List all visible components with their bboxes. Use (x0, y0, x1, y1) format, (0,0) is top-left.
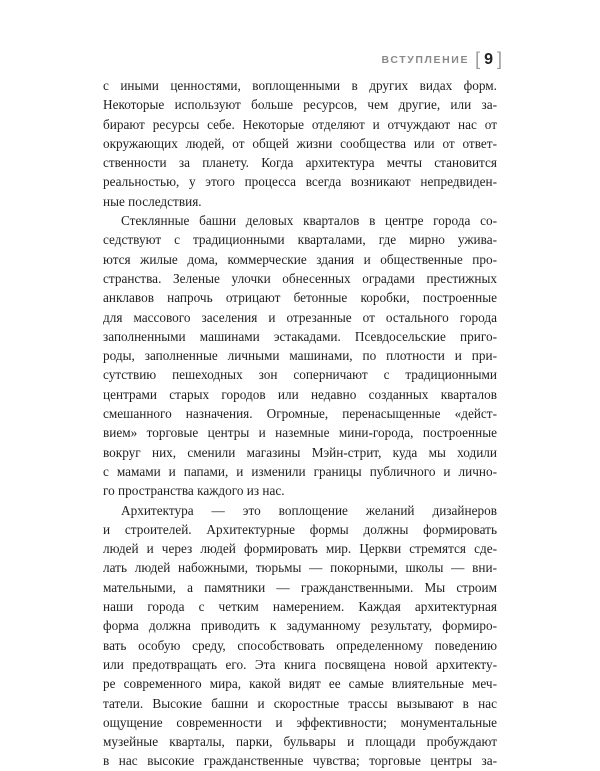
bracket-left: [ (475, 49, 481, 69)
text-line: окружающих людей, от общей жизни сообщества или от ответ- (103, 135, 497, 151)
text-line: ные последствия. (103, 193, 202, 209)
text-line: с мамами и папами, и изменили границы публичного и лично- (103, 463, 497, 479)
text-line: смешанного назначения. Огромные, перенасыщенные «дейст- (103, 406, 497, 422)
text-line: татели. Высокие башни и скоростные трассы вызывают в нас (103, 695, 497, 711)
text-line: в нас высокие гражданственные чувства; торговые центры за- (103, 753, 497, 769)
text-line: заполненными машинами эстакадами. Псевдосельские приго- (103, 328, 497, 344)
running-head (382, 50, 502, 70)
section-title: ВСТУПЛЕНИЕ (381, 54, 470, 66)
text-line: Некоторые используют больше ресурсов, чем другие, или за- (103, 97, 497, 113)
text-line: ощущение современности и эффективности; монументальные (103, 714, 497, 730)
text-line: центрами старых городов или недавно созданных кварталов (103, 386, 497, 402)
text-line: и строителей. Архитектурные формы должны формировать (103, 521, 497, 537)
text-line: ются жилые дома, коммерческие здания и общественные про- (103, 251, 497, 267)
text-line: или предотвращать его. Эта книга посвящена новой архитекту- (103, 656, 497, 672)
text-line: вать особую среду, способствовать определенному поведению (103, 637, 497, 653)
text-line: вокруг них, сменили магазины Мэйн-стрит, куда мы ходили (103, 444, 497, 460)
page-number-box (475, 49, 502, 69)
text-line: го пространства каждого из нас. (103, 483, 285, 499)
text-line: музейные кварталы, парки, бульвары и площади пробуждают (103, 734, 497, 750)
text-line: наши города с четким намерением. Каждая архитектурная (103, 599, 497, 615)
text-line: лать людей набожными, тюрьмы — покорными, школы — вни- (103, 560, 497, 576)
text-line: сутствию пешеходных зон соперничают с традиционными (103, 367, 497, 383)
text-line: бирают ресурсы себе. Некоторые отделяют и отчуждают нас от (103, 116, 497, 132)
paragraph-2 (103, 211, 497, 500)
text-line: форма должна приводить к задуманному результату, формиро- (103, 618, 497, 634)
text-line: с иными ценностями, воплощенными в других видах форм. (103, 78, 497, 93)
text-line: роды, заполненные личными машинами, по плотности и при- (103, 348, 497, 364)
page-number: 9 (484, 51, 493, 68)
text-line: седствуют с традиционными кварталами, где мирно ужива- (103, 232, 497, 248)
text-line: ре современного мира, какой видят ее самые влиятельные меч- (103, 676, 497, 692)
bracket-right: ] (496, 49, 502, 69)
paragraph-1 (103, 76, 497, 211)
text-line: странства. Зеленые улочки обнесенных оградами престижных (103, 270, 497, 286)
paragraph-3 (103, 501, 497, 771)
text-line: Архитектура — это воплощение желаний дизайнеров (121, 502, 497, 518)
text-line: людей и через людей формировать мир. Церкви стремятся сде- (103, 541, 497, 557)
body-text (103, 76, 497, 771)
text-line: вием» торговые центры и наземные мини-города, построенные (103, 425, 497, 441)
text-line: мательными, а памятники — гражданственными. Мы строим (103, 579, 497, 595)
text-line: для массового заселения и отрезанные от остального города (103, 309, 497, 325)
text-line: Стеклянные башни деловых кварталов в центре города со- (121, 213, 497, 229)
text-line: реальностью, у этого процесса всегда возникают непредвиден- (103, 174, 497, 190)
text-line: анклавов напрочь отрицают бетонные коробки, построенные (103, 290, 497, 306)
text-line: ственности за планету. Когда архитектура мечты становится (103, 155, 497, 171)
